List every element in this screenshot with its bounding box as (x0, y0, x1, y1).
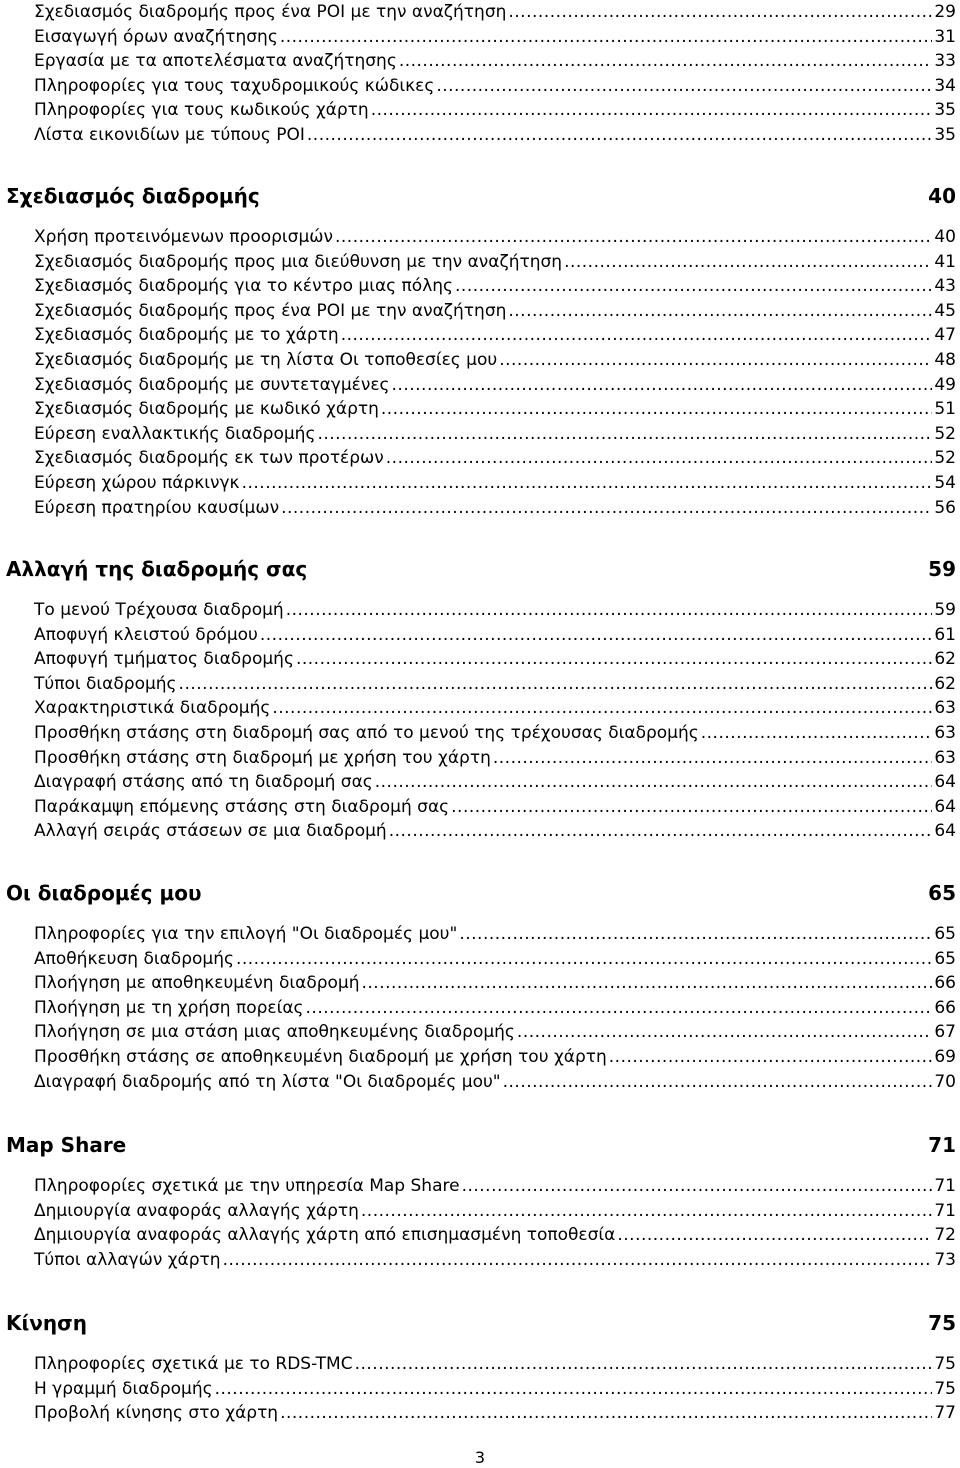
toc-entry-page: 29 (934, 2, 956, 22)
toc-entry[interactable] (34, 746, 956, 770)
toc-entry-label: Σχεδιασμός διαδρομής με το χάρτη (34, 325, 339, 346)
toc-entry-label: Τύποι διαδρομής (34, 673, 177, 694)
toc-entry-label: Σχεδιασμός διαδρομής με τη λίστα Οι τοποθεσίες μου (34, 350, 498, 370)
toc-entry-page: 43 (934, 276, 956, 297)
toc-entry-page: 63 (934, 723, 956, 743)
toc-entry[interactable] (34, 696, 956, 720)
toc-entry[interactable] (34, 323, 956, 347)
toc-entry-label: Το μενού Τρέχουσα διαδρομή (34, 600, 284, 620)
toc-entry-label: Σχεδιασμός διαδρομής με κωδικό χάρτη (34, 399, 379, 420)
toc-entry[interactable] (34, 123, 956, 147)
toc-entry-label: Αποθήκευση διαδρομής (34, 948, 234, 969)
toc-dot-leader (355, 1352, 933, 1376)
toc-entry-label: Σχεδιασμός διαδρομής προς ένα POI με την αναζήτηση (34, 300, 507, 321)
toc-dot-leader (223, 1248, 933, 1272)
toc-entry-label: Λίστα εικονιδίων με τύπους POI (34, 124, 305, 145)
toc-dot-leader (236, 947, 932, 971)
toc-dot-leader (564, 250, 932, 274)
toc-dot-leader (371, 98, 933, 122)
toc-dot-leader (272, 696, 932, 720)
toc-entry-label: Τύποι αλλαγών χάρτη (34, 1249, 221, 1270)
toc-dot-leader (459, 922, 932, 946)
toc-entry[interactable] (34, 74, 956, 98)
toc-section-heading[interactable] (6, 1130, 956, 1160)
toc-dot-leader (508, 0, 932, 24)
toc-entry-page: 75 (934, 1378, 956, 1399)
toc-entry-label: Προσθήκη στάσης στη διαδρομή με χρήση του χάρτη (34, 747, 491, 768)
toc-dot-leader (361, 1199, 932, 1223)
toc-entry-label: Εύρεση εναλλακτικής διαδρομής (34, 423, 316, 444)
toc-entry-label: Πληροφορίες για τους ταχυδρομικούς κώδικες (34, 75, 435, 96)
toc-entry[interactable] (34, 250, 956, 274)
toc-entry-page: 41 (934, 251, 956, 272)
toc-entry[interactable] (34, 1377, 956, 1401)
toc-entry-label: Πλοήγηση με τη χρήση πορείας (34, 997, 304, 1018)
section-title: Οι διαδρομές μου (6, 881, 202, 905)
section-title: Αλλαγή της διαδρομής σας (6, 557, 308, 581)
toc-entry-page: 64 (934, 772, 956, 793)
toc-entry-page: 47 (934, 325, 956, 346)
toc-dot-leader (286, 598, 933, 622)
toc-dot-leader (389, 819, 933, 843)
toc-entry-label: Εισαγωγή όρων αναζήτησης (34, 26, 278, 47)
toc-entry-label: Εργασία με τα αποτελέσματα αναζήτησης (34, 51, 397, 71)
section-title: Σχεδιασμός διαδρομής (6, 184, 260, 208)
toc-entry[interactable] (34, 1352, 956, 1376)
toc-entry[interactable] (34, 922, 956, 946)
toc-entry[interactable] (34, 0, 956, 24)
toc-entry-label: Διαγραφή στάσης από τη διαδρομή σας (34, 772, 373, 793)
toc-dot-leader (503, 1070, 933, 1094)
toc-section-heading[interactable] (6, 181, 956, 211)
toc-entry-label: Αλλαγή σειράς στάσεων σε μια διαδρομή (34, 821, 387, 842)
toc-dot-leader (296, 647, 932, 671)
toc-entry-page: 70 (934, 1071, 956, 1092)
section-page: 65 (928, 881, 956, 905)
toc-dot-leader (280, 25, 933, 49)
toc-dot-leader (375, 770, 933, 794)
toc-entry-label: Εύρεση πρατηρίου καυσίμων (34, 497, 280, 518)
toc-entry[interactable] (34, 446, 956, 470)
toc-entry-page: 52 (934, 423, 956, 444)
toc-section-heading[interactable] (6, 554, 956, 584)
toc-entry-label: Σχεδιασμός διαδρομής εκ των προτέρων (34, 448, 384, 469)
toc-entry-page: 63 (934, 747, 956, 768)
toc-entry-label: Δημιουργία αναφοράς αλλαγής χάρτη από επισημασμένη τοποθεσία (34, 1225, 616, 1246)
toc-entry-label: Αποφυγή τμήματος διαδρομής (34, 649, 294, 670)
toc-dot-leader (609, 1045, 933, 1069)
toc-entry[interactable] (34, 672, 956, 696)
toc-entry-page: 56 (934, 497, 956, 518)
toc-entry-page: 67 (934, 1022, 956, 1043)
toc-entry-page: 45 (934, 300, 956, 321)
toc-entry-label: Χαρακτηριστικά διαδρομής (34, 698, 271, 719)
toc-entry-label: Σχεδιασμός διαδρομής με συντεταγμένες (34, 374, 390, 395)
toc-entry-page: 75 (934, 1354, 956, 1374)
section-title: Map Share (6, 1133, 127, 1157)
toc-dot-leader (306, 996, 933, 1020)
toc-entry-page: 35 (934, 100, 956, 120)
toc-entry-page: 71 (934, 1176, 956, 1196)
toc-entry-page: 54 (934, 473, 956, 493)
toc-entry-label: Πληροφορίες σχετικά με την υπηρεσία Map Share (34, 1176, 460, 1196)
toc-entry[interactable] (34, 274, 956, 298)
toc-entry-label: Πληροφορίες για την επιλογή "Οι διαδρομές μου" (34, 924, 458, 944)
toc-entry-page: 64 (934, 796, 956, 817)
toc-entry[interactable] (34, 471, 956, 495)
toc-entry-page: 52 (934, 448, 956, 469)
toc-entry-label: Προσθήκη στάσης στη διαδρομή σας από το μενού της τρέχουσας διαδρομής (34, 723, 699, 743)
toc-entry-label: Σχεδιασμός διαδρομής προς ένα POI με την αναζήτηση (34, 2, 507, 22)
toc-section-heading[interactable] (6, 1308, 956, 1338)
toc-entry-label: Παράκαμψη επόμενης στάσης στη διαδρομή σας (34, 796, 450, 817)
toc-dot-leader (392, 373, 933, 397)
toc-entry[interactable] (34, 795, 956, 819)
toc-entry[interactable] (34, 947, 956, 971)
toc-entry-page: 35 (934, 124, 956, 145)
toc-dot-leader (517, 1020, 932, 1044)
toc-entry[interactable] (34, 496, 956, 520)
toc-dot-leader (242, 471, 933, 495)
toc-entry[interactable] (34, 299, 956, 323)
toc-entry[interactable] (34, 1199, 956, 1223)
toc-entry[interactable] (34, 647, 956, 671)
toc-entry[interactable] (34, 770, 956, 794)
toc-entry[interactable] (34, 721, 956, 745)
toc-dot-leader (493, 746, 933, 770)
toc-dot-leader (455, 274, 932, 298)
toc-dot-leader (362, 971, 933, 995)
toc-entry-label: Πληροφορίες σχετικά με το RDS-TMC (34, 1354, 353, 1374)
toc-dot-leader (341, 323, 933, 347)
toc-dot-leader (399, 49, 933, 73)
toc-dot-leader (508, 299, 932, 323)
toc-entry[interactable] (34, 598, 956, 622)
toc-entry-label: Η γραμμή διαδρομής (34, 1378, 213, 1399)
toc-dot-leader (701, 721, 933, 745)
toc-entry-label: Διαγραφή διαδρομής από τη λίστα "Οι διαδρομές μου" (34, 1071, 501, 1092)
toc-entry-page: 72 (934, 1225, 956, 1246)
toc-entry[interactable] (34, 623, 956, 647)
toc-entry-page: 59 (934, 600, 956, 620)
toc-entry-page: 69 (934, 1047, 956, 1067)
section-page: 75 (928, 1311, 956, 1335)
section-page: 40 (928, 184, 956, 208)
toc-entry-page: 48 (934, 350, 956, 370)
toc-entry[interactable] (34, 1248, 956, 1272)
toc-entry-page: 66 (934, 973, 956, 994)
toc-entry-page: 51 (934, 399, 956, 420)
toc-entry-page: 33 (934, 51, 956, 71)
toc-entry-label: Σχεδιασμός διαδρομής για το κέντρο μιας πόλης (34, 276, 454, 297)
toc-entry-page: 63 (934, 698, 956, 719)
toc-entry[interactable] (34, 1045, 956, 1069)
toc-entry-page: 65 (934, 948, 956, 969)
toc-entry-label: Εύρεση χώρου πάρκινγκ (34, 473, 240, 493)
toc-entry-label: Πλοήγηση σε μια στάση μιας αποθηκευμένης διαδρομής (34, 1022, 515, 1043)
toc-entry[interactable] (34, 1223, 956, 1247)
toc-entry[interactable] (34, 971, 956, 995)
toc-entry[interactable] (34, 1401, 956, 1425)
section-title: Κίνηση (6, 1311, 87, 1335)
toc-dot-leader (280, 1401, 932, 1425)
toc-entry[interactable] (34, 25, 956, 49)
toc-entry-label: Πληροφορίες για τους κωδικούς χάρτη (34, 100, 369, 120)
toc-entry[interactable] (34, 1020, 956, 1044)
toc-entry[interactable] (34, 1174, 956, 1198)
toc-dot-leader (462, 1174, 933, 1198)
toc-entry-page: 62 (934, 673, 956, 694)
toc-entry-page: 49 (934, 374, 956, 395)
toc-dot-leader (436, 74, 932, 98)
toc-entry-page: 66 (934, 997, 956, 1018)
toc-dot-leader (307, 123, 932, 147)
toc-entry[interactable] (34, 373, 956, 397)
section-page: 59 (928, 557, 956, 581)
footer-page-number: 3 (474, 1448, 486, 1467)
toc-entry-page: 64 (934, 821, 956, 842)
toc-entry-label: Πλοήγηση με αποθηκευμένη διαδρομή (34, 973, 360, 994)
toc-entry[interactable] (34, 348, 956, 372)
toc-entry-page: 73 (934, 1249, 956, 1270)
toc-dot-leader (451, 795, 932, 819)
toc-entry-label: Προβολή κίνησης στο χάρτη (34, 1403, 279, 1424)
toc-entry[interactable] (34, 819, 956, 843)
toc-entry-label: Προσθήκη στάσης σε αποθηκευμένη διαδρομή με χρήση του χάρτη (34, 1047, 607, 1067)
toc-entry[interactable] (34, 422, 956, 446)
toc-dot-leader (281, 496, 932, 520)
toc-entry-page: 62 (934, 649, 956, 670)
toc-entry-page: 77 (934, 1403, 956, 1424)
toc-entry-page: 61 (934, 624, 956, 645)
toc-entry[interactable] (34, 225, 956, 249)
toc-dot-leader (499, 348, 932, 372)
toc-dot-leader (335, 225, 932, 249)
toc-entry[interactable] (34, 1070, 956, 1094)
toc-entry-page: 65 (934, 924, 956, 944)
toc-entry-page: 71 (934, 1200, 956, 1221)
toc-entry-page: 40 (934, 227, 956, 247)
toc-dot-leader (617, 1223, 932, 1247)
section-page: 71 (928, 1133, 956, 1157)
toc-section-heading[interactable] (6, 878, 956, 908)
toc-entry[interactable] (34, 98, 956, 122)
toc-entry-label: Αποφυγή κλειστού δρόμου (34, 624, 258, 645)
toc-dot-leader (260, 623, 932, 647)
toc-dot-leader (317, 422, 932, 446)
toc-dot-leader (179, 672, 933, 696)
toc-dot-leader (386, 446, 933, 470)
toc-entry-label: Χρήση προτεινόμενων προορισμών (34, 227, 333, 247)
toc-entry[interactable] (34, 397, 956, 421)
toc-dot-leader (381, 397, 932, 421)
toc-entry-page: 34 (934, 75, 956, 96)
toc-entry[interactable] (34, 49, 956, 73)
toc-entry-page: 31 (934, 26, 956, 47)
toc-entry[interactable] (34, 996, 956, 1020)
toc-dot-leader (215, 1377, 933, 1401)
toc-entry-label: Σχεδιασμός διαδρομής προς μια διεύθυνση με την αναζήτηση (34, 251, 563, 272)
toc-entry-label: Δημιουργία αναφοράς αλλαγής χάρτη (34, 1200, 359, 1221)
